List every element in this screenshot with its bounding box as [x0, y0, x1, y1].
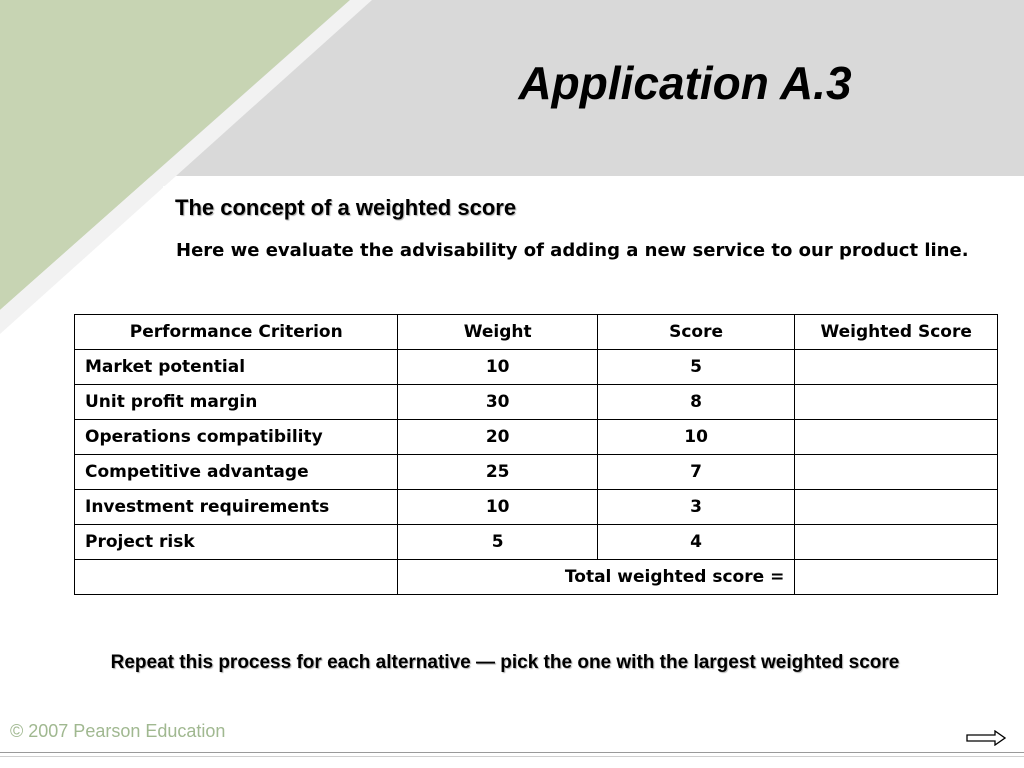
- table-row: [75, 420, 998, 455]
- criterion-cell: Investment requirements: [75, 490, 398, 525]
- total-row: [75, 560, 998, 595]
- footer-divider-secondary: [0, 756, 1024, 757]
- weight-cell: 30: [398, 385, 597, 420]
- table-row: [75, 490, 998, 525]
- criterion-cell: Operations compatibility: [75, 420, 398, 455]
- weighted-score-table: [74, 314, 998, 595]
- intro-text: Here we evaluate the advisability of adding a new service to our product line.: [176, 240, 969, 261]
- corner-decoration: [0, 0, 400, 340]
- table-row: [75, 455, 998, 490]
- table-row: [75, 350, 998, 385]
- table-row: [75, 385, 998, 420]
- weight-cell: 5: [398, 525, 597, 560]
- right-arrow-icon[interactable]: [966, 730, 1006, 746]
- footer-divider: [0, 752, 1024, 753]
- header-score: Score: [597, 315, 794, 350]
- conclusion-text: Repeat this process for each alternative — pick the one with the largest weighted score: [110, 652, 900, 673]
- criterion-cell: Market potential: [75, 350, 398, 385]
- header-weight: Weight: [398, 315, 597, 350]
- criterion-cell: Unit profit margin: [75, 385, 398, 420]
- score-cell: 5: [597, 350, 794, 385]
- criterion-cell: Project risk: [75, 525, 398, 560]
- table-row: [75, 525, 998, 560]
- score-cell: 3: [597, 490, 794, 525]
- score-cell: 7: [597, 455, 794, 490]
- criterion-cell: Competitive advantage: [75, 455, 398, 490]
- total-label: Total weighted score =: [398, 560, 795, 595]
- weight-cell: 25: [398, 455, 597, 490]
- copyright-text: © 2007 Pearson Education: [10, 721, 226, 741]
- total-empty-cell: [75, 560, 398, 595]
- weighted-score-cell: [795, 385, 998, 420]
- weighted-score-cell: [795, 455, 998, 490]
- weight-cell: 10: [398, 490, 597, 525]
- weighted-score-cell: [795, 420, 998, 455]
- weighted-score-cell: [795, 350, 998, 385]
- weighted-score-cell: [795, 525, 998, 560]
- total-value-cell: [795, 560, 998, 595]
- slide-title: Application A.3: [518, 57, 852, 109]
- score-cell: 10: [597, 420, 794, 455]
- table-header-row: [75, 315, 998, 350]
- header-criterion: Performance Criterion: [75, 315, 398, 350]
- weighted-score-cell: [795, 490, 998, 525]
- score-cell: 4: [597, 525, 794, 560]
- score-cell: 8: [597, 385, 794, 420]
- header-weighted-score: Weighted Score: [795, 315, 998, 350]
- weight-cell: 10: [398, 350, 597, 385]
- weight-cell: 20: [398, 420, 597, 455]
- section-heading: The concept of a weighted score: [163, 186, 528, 221]
